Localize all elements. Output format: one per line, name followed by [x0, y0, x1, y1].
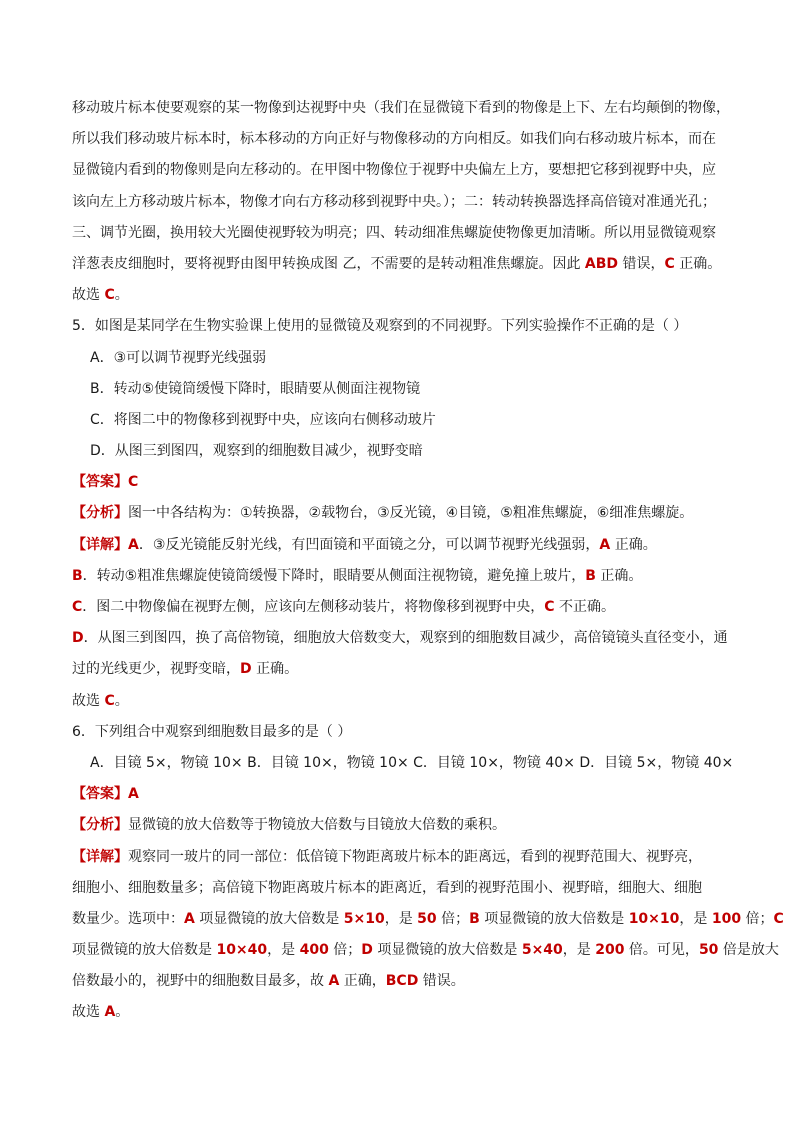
detail-text: 不正确。: [554, 599, 616, 615]
detail-text: ．图二中物像偏在视野左侧，应该向左侧移动装片，将物像移到视野中央，: [82, 599, 545, 615]
detail-text: 正确。: [595, 567, 643, 584]
text-segment: 错误，: [618, 255, 665, 272]
answer-line: [72, 467, 732, 498]
detail-line: [72, 654, 732, 685]
options-line: A．目镜 5×，物镜 10× B．目镜 10×，物镜 10× C．目镜 10×，物镜 40× D．目镜 5×，物镜 40×: [90, 754, 734, 771]
highlight-number: 10×10: [628, 910, 680, 927]
detail-text: 项显微镜的放大倍数是: [72, 942, 217, 959]
highlight-number: 10×40: [216, 942, 268, 959]
detail-text: 错误。: [418, 973, 465, 990]
highlight-letters: C: [664, 255, 675, 272]
conclusion-line: [72, 997, 732, 1028]
option-letter: D: [240, 661, 252, 678]
highlight-number: 5×40: [521, 942, 563, 959]
answer-value: A: [128, 786, 139, 803]
detail-text: ．转动⑤粗准焦螺旋使镜筒缓慢下降时，眼睛要从侧面注视物镜，避免撞上玻片，: [82, 567, 586, 584]
conclusion-answer: C: [104, 287, 115, 304]
option-letter: A: [599, 536, 611, 553]
option-c: C．将图二中的物像移到视野中央，应该向右侧移动玻片: [90, 411, 436, 428]
detail-text: 过的光线更少，视野变暗，: [72, 661, 240, 678]
option-a: A．③可以调节视野光线强弱: [90, 349, 267, 366]
detail-text: 数量少。选项中：: [72, 910, 184, 927]
option-letter: D: [361, 942, 373, 959]
detail-line: [72, 904, 784, 935]
text-line: 显微镜内看到的物像则是向左移动的。在甲图中物像位于视野中央偏左上方，要想把它移到视野中央，应: [72, 162, 716, 179]
detail-line: [72, 935, 779, 966]
text-segment: 洋葱表皮细胞时，要将视野由图甲转换成图 乙，不需要的是转动粗准焦螺旋。因此: [72, 255, 585, 272]
detail-text: 项显微镜的放大倍数是: [372, 942, 522, 959]
option-letter: C: [544, 599, 555, 615]
conclusion-line: [72, 686, 732, 717]
highlight-number: 400: [299, 942, 329, 959]
option-letter: B: [469, 910, 480, 927]
text-segment: 。: [114, 692, 129, 709]
detail-text: 倍。可见，: [624, 942, 699, 959]
detail-text: 倍是放大: [718, 942, 779, 959]
text-segment: 。: [114, 287, 129, 304]
detail-text: 倍；: [436, 910, 470, 927]
conclusion-label: 故选: [72, 692, 105, 709]
highlight-number: 200: [595, 942, 625, 959]
answer-tag: 【答案】: [72, 474, 128, 491]
answer-value: C: [128, 474, 139, 491]
detail-text: ，是: [679, 910, 712, 927]
detail-text: ．③反光镜能反射光线，有凹面镜和平面镜之分，可以调节视野光线强弱，: [138, 536, 600, 553]
text-segment: 正确。: [674, 255, 722, 272]
detail-line: [72, 842, 732, 873]
text-line: 移动玻片标本使要观察的某一物像到达视野中央（我们在显微镜下看到的物像是上下、左右均颠倒的物像，: [72, 100, 730, 116]
highlight-number: 50: [417, 910, 437, 927]
answer-line: [72, 779, 732, 810]
option-letter: A: [128, 536, 139, 553]
detail-tag: 【详解】: [72, 536, 128, 553]
analysis-text: 图一中各结构为：①转换器，②载物台，③反光镜，④目镜，⑤粗准焦螺旋，⑥细准焦螺旋。: [128, 505, 694, 522]
option-letter: A: [328, 973, 340, 990]
highlight-number: 100: [711, 910, 742, 927]
document-page: [72, 93, 784, 1029]
option-letter: BCD: [385, 973, 419, 990]
detail-text: 倍；: [328, 942, 362, 959]
detail-text: ，是: [267, 942, 300, 959]
question-stem: 6．下列组合中观察到细胞数目最多的是（ ）: [72, 723, 352, 740]
text-line: 三、调节光圈，换用较大光圈使视野较为明亮；四、转动细准焦螺旋使物像更加清晰。所以用显微镜观察: [72, 224, 716, 241]
detail-text: 倍数最小的，视野中的细胞数目最多，故: [72, 973, 329, 990]
detail-text: ．从图三到图四，换了高倍物镜，细胞放大倍数变大，观察到的细胞数目减少，高倍镜镜头直径变小，通: [83, 630, 728, 647]
conclusion-answer: C: [104, 692, 115, 709]
option-letter: A: [184, 910, 195, 927]
detail-text: ，是: [562, 942, 596, 959]
analysis-text: 显微镜的放大倍数等于物镜放大倍数与目镜放大倍数的乘积。: [128, 817, 506, 834]
detail-text: 观察同一玻片的同一部位：低倍镜下物距离玻片标本的距离远，看到的视野范围大、视野亮，: [128, 848, 702, 865]
detail-text: 项显微镜的放大倍数是: [194, 910, 344, 927]
highlight-number: 5×10: [343, 910, 385, 927]
option-letter: B: [585, 567, 596, 584]
answer-tag: 【答案】: [72, 786, 128, 803]
detail-text: 项显微镜的放大倍数是: [479, 910, 629, 927]
detail-tag: 【详解】: [72, 848, 128, 865]
question-stem: 5．如图是某同学在生物实验课上使用的显微镜及观察到的不同视野。下列实验操作不正确的是（ ）: [72, 318, 688, 335]
text-line: [72, 249, 732, 280]
option-d: D．从图三到图四，观察到的细胞数目减少，视野变暗: [90, 443, 423, 460]
option-b: B．转动⑤使镜筒缓慢下降时，眼睛要从侧面注视物镜: [90, 380, 421, 397]
analysis-line: [72, 498, 732, 529]
option-letter: C: [773, 910, 784, 927]
text-segment: 。: [115, 1004, 130, 1021]
detail-line: [72, 966, 732, 997]
analysis-tag: 【分析】: [72, 505, 128, 522]
conclusion-answer: A: [104, 1004, 116, 1021]
detail-line: [72, 561, 732, 592]
conclusion-label: 故选: [72, 1004, 105, 1021]
detail-line: [72, 592, 732, 623]
detail-line: [72, 623, 732, 654]
detail-line: 细胞小、细胞数量多；高倍镜下物距离玻片标本的距离近，看到的视野范围小、视野暗，细胞大、细胞: [72, 879, 702, 896]
analysis-tag: 【分析】: [72, 817, 128, 834]
option-letter: D: [72, 630, 84, 647]
analysis-line: [72, 810, 732, 841]
text-line: 该向左上方移动玻片标本，物像才向右方移动移到视野中央。）；二：转动转换器选择高倍镜对准通光孔；: [72, 193, 716, 210]
conclusion-line: [72, 280, 732, 311]
detail-text: ，是: [384, 910, 418, 927]
detail-text: 正确，: [339, 973, 386, 990]
detail-text: 正确。: [251, 661, 299, 678]
highlight-number: 50: [698, 942, 719, 959]
option-letter: B: [72, 567, 83, 584]
conclusion-label: 故选: [72, 287, 105, 304]
detail-text: 正确。: [610, 536, 657, 553]
option-letter: C: [72, 599, 83, 615]
detail-line: [72, 530, 732, 561]
highlight-letters: ABD: [584, 255, 619, 272]
detail-text: 倍；: [741, 910, 774, 927]
text-line: 所以我们移动玻片标本时，标本移动的方向正好与物像移动的方向相反。如我们向右移动玻片标本，而在: [72, 131, 716, 148]
